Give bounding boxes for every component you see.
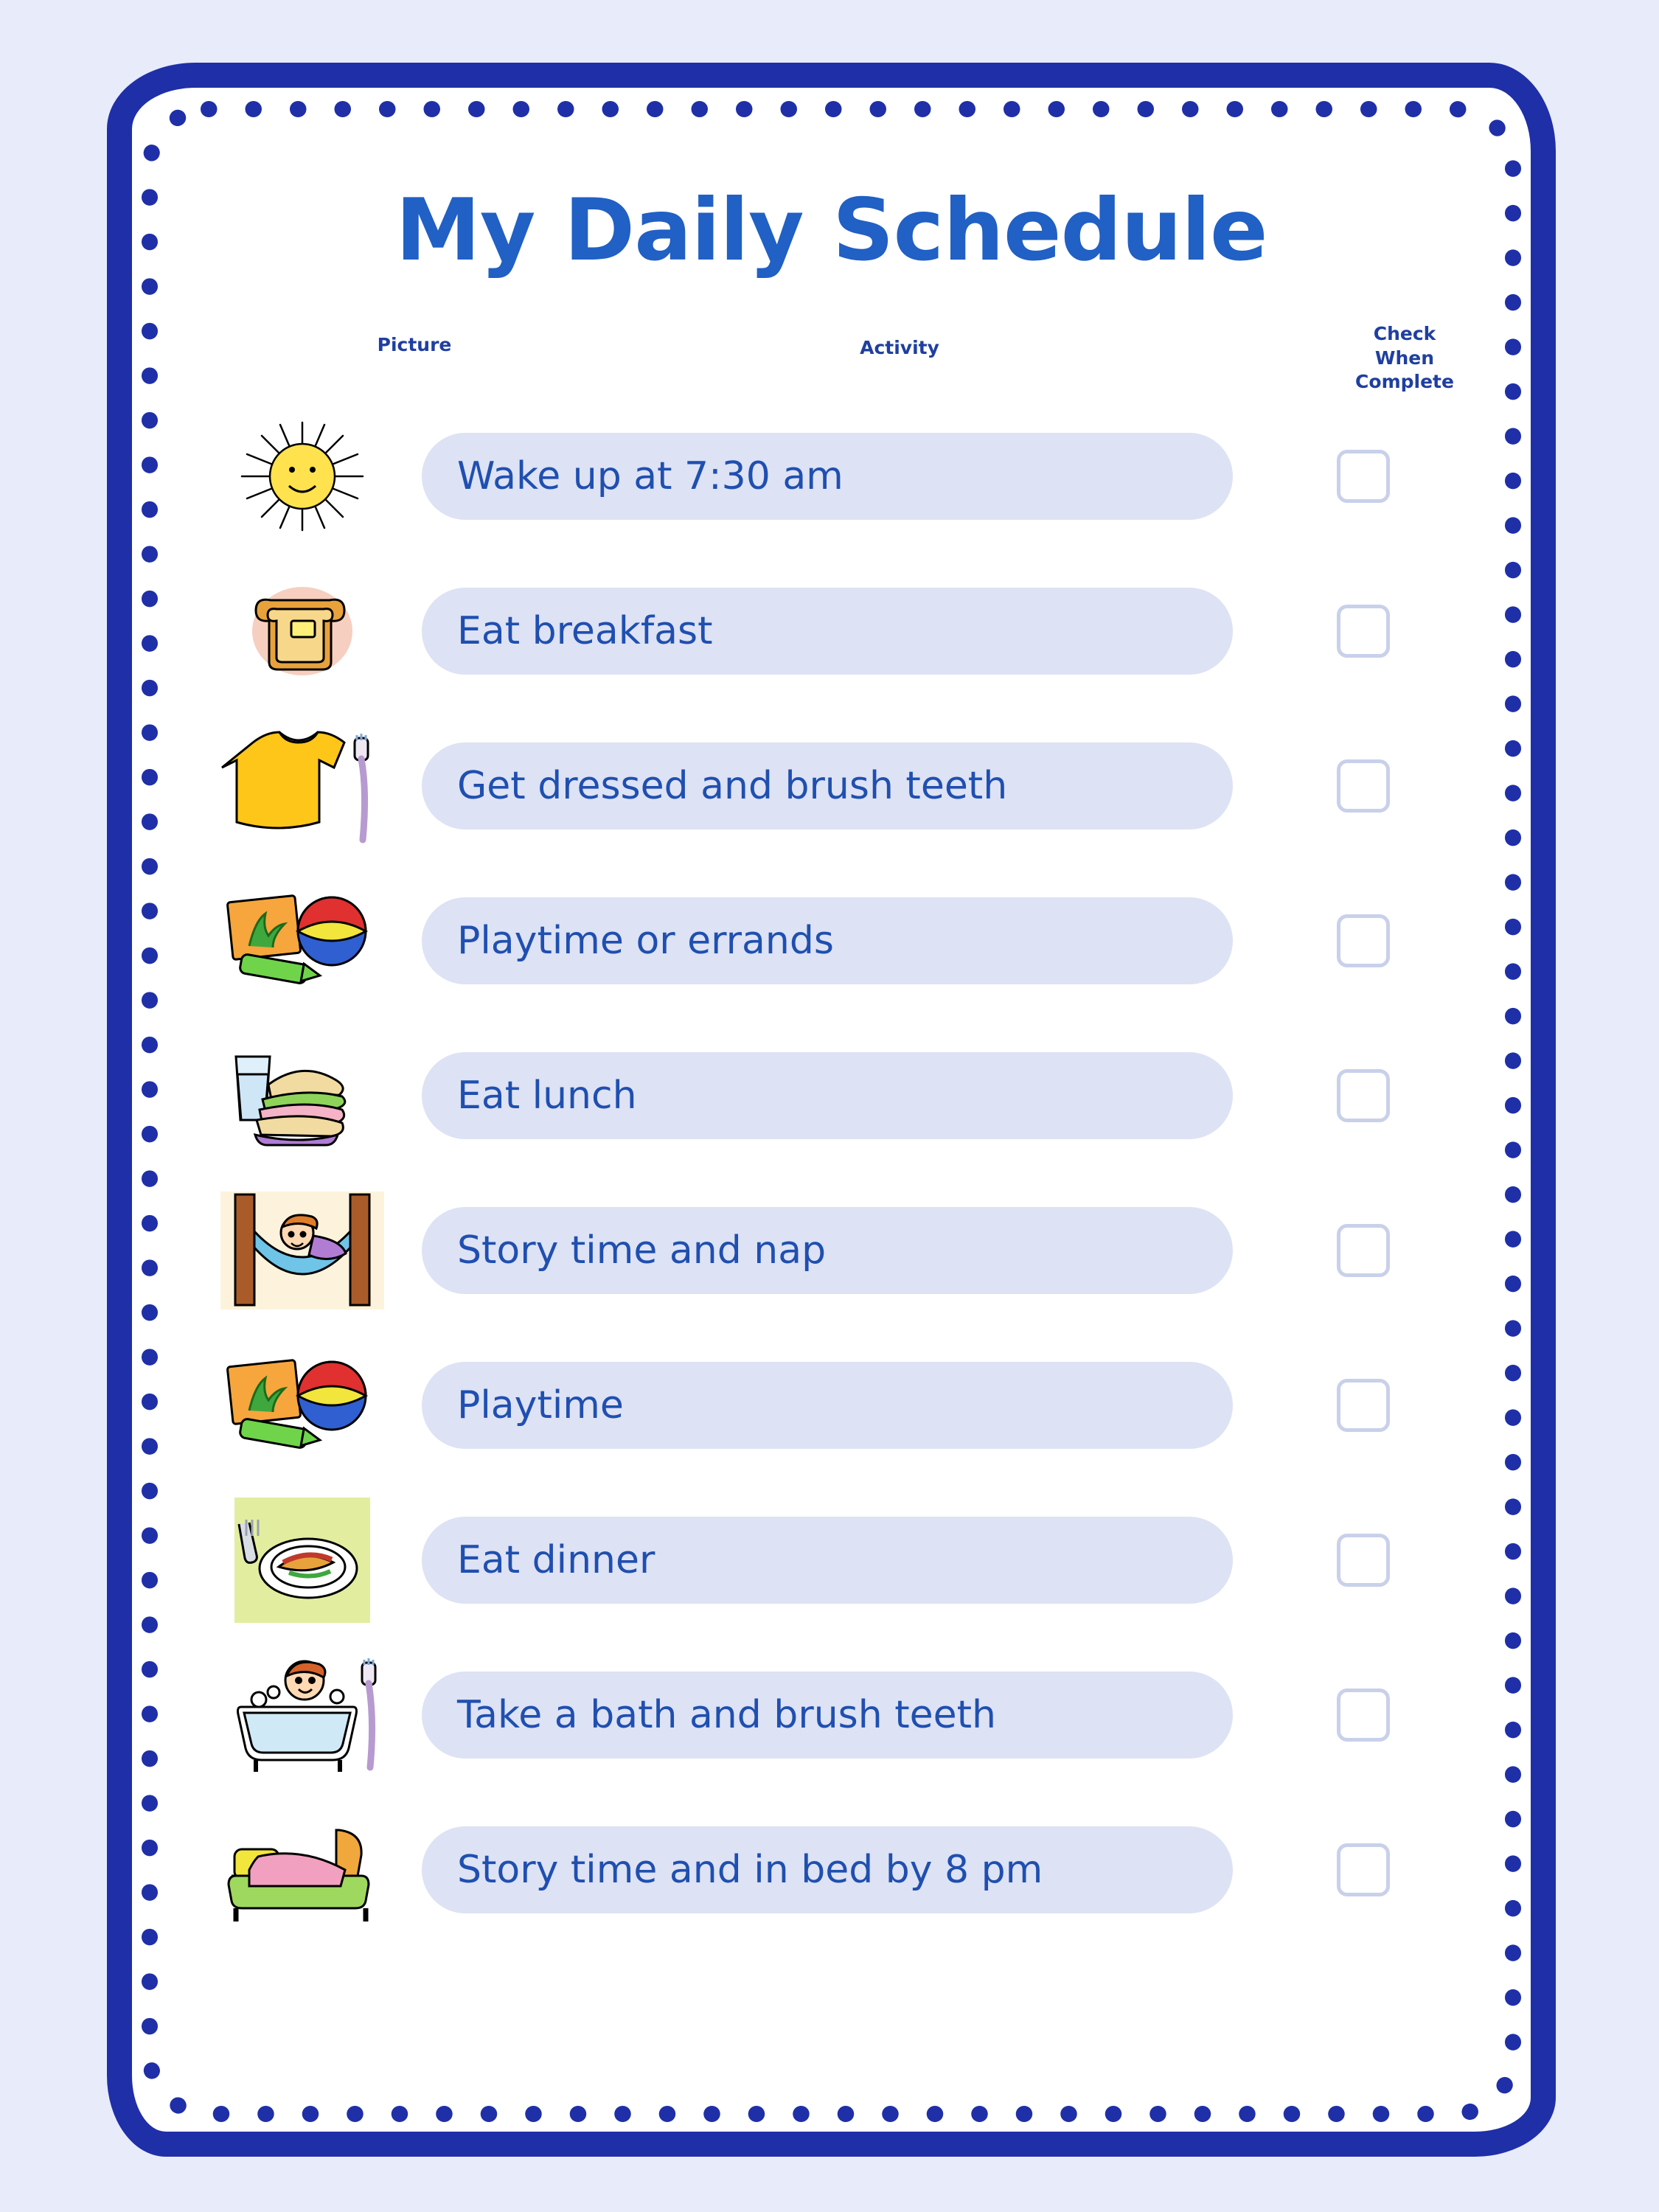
check-cell	[1233, 1534, 1493, 1587]
bathtub-toothbrush-icon	[210, 1645, 394, 1785]
table-row	[170, 1483, 1493, 1638]
picture-cell	[170, 712, 435, 860]
table-row	[170, 399, 1493, 554]
picture-cell	[170, 867, 435, 1015]
toothbrush-icon	[362, 1658, 375, 1767]
activity-label-cell	[422, 742, 1233, 830]
table-row	[170, 1173, 1493, 1328]
picture-cell	[170, 557, 435, 705]
picture-cell	[170, 1332, 435, 1479]
shirt-toothbrush-icon	[210, 716, 394, 856]
complete-checkbox[interactable]	[1337, 759, 1390, 813]
hammock-nap-icon	[210, 1184, 394, 1317]
check-cell	[1233, 1688, 1493, 1742]
sandwich-milk-icon	[214, 1033, 391, 1158]
dinner-plate-icon	[221, 1490, 383, 1630]
sun-icon	[229, 414, 376, 539]
activity-label-cell	[422, 897, 1233, 984]
ball-crayon-icon	[214, 1343, 391, 1468]
complete-checkbox[interactable]	[1337, 1688, 1390, 1742]
check-cell	[1233, 1224, 1493, 1277]
table-row	[170, 1638, 1493, 1792]
table-row	[170, 1792, 1493, 1947]
activity-label-cell	[422, 1052, 1233, 1139]
toast-icon	[232, 572, 372, 690]
header-picture: Picture	[377, 334, 452, 355]
picture-cell	[170, 1177, 435, 1324]
activity-label: Story time and nap	[457, 1228, 827, 1273]
activity-label: Story time and in bed by 8 pm	[457, 1848, 1043, 1892]
complete-checkbox[interactable]	[1337, 914, 1390, 967]
picture-cell	[170, 403, 435, 550]
activity-label-cell	[422, 1517, 1233, 1604]
column-headers	[170, 322, 1493, 396]
activity-label: Wake up at 7:30 am	[457, 454, 844, 498]
check-cell	[1233, 1069, 1493, 1122]
complete-checkbox[interactable]	[1337, 1534, 1390, 1587]
header-check-line-2: When	[1374, 347, 1435, 369]
header-check-line-1: Check	[1373, 323, 1436, 344]
header-activity: Activity	[860, 337, 939, 358]
check-cell	[1233, 605, 1493, 658]
toothbrush-icon	[355, 734, 368, 840]
header-check-line-3: Complete	[1355, 371, 1454, 392]
complete-checkbox[interactable]	[1337, 605, 1390, 658]
check-cell	[1233, 759, 1493, 813]
activity-label: Playtime or errands	[457, 919, 834, 963]
complete-checkbox[interactable]	[1337, 1069, 1390, 1122]
header-check-when-complete	[1316, 322, 1493, 394]
activity-label: Playtime	[457, 1383, 624, 1427]
activity-label-cell	[422, 433, 1233, 520]
picture-cell	[170, 1641, 435, 1789]
activity-label-cell	[422, 1826, 1233, 1913]
activity-label: Get dressed and brush teeth	[457, 764, 1008, 808]
complete-checkbox[interactable]	[1337, 1843, 1390, 1896]
table-row	[170, 863, 1493, 1018]
activity-label: Eat dinner	[457, 1538, 655, 1582]
complete-checkbox[interactable]	[1337, 1379, 1390, 1432]
complete-checkbox[interactable]	[1337, 1224, 1390, 1277]
table-row	[170, 554, 1493, 709]
activity-label-cell	[422, 588, 1233, 675]
activity-label-cell	[422, 1672, 1233, 1759]
page-title: My Daily Schedule	[395, 181, 1267, 280]
schedule-rows	[170, 399, 1493, 1947]
activity-label: Take a bath and brush teeth	[457, 1693, 996, 1737]
worksheet-content	[170, 129, 1493, 2094]
check-cell	[1233, 1379, 1493, 1432]
activity-label: Eat breakfast	[457, 609, 713, 653]
check-cell	[1233, 1843, 1493, 1896]
table-row	[170, 1018, 1493, 1173]
complete-checkbox[interactable]	[1337, 450, 1390, 503]
table-row	[170, 709, 1493, 863]
picture-cell	[170, 1796, 435, 1944]
picture-cell	[170, 1022, 435, 1169]
ball-crayon-icon	[214, 878, 391, 1004]
activity-label-cell	[422, 1207, 1233, 1294]
activity-label: Eat lunch	[457, 1074, 637, 1118]
activity-label-cell	[422, 1362, 1233, 1449]
check-cell	[1233, 450, 1493, 503]
table-row	[170, 1328, 1493, 1483]
check-cell	[1233, 914, 1493, 967]
bed-icon	[214, 1811, 391, 1929]
picture-cell	[170, 1486, 435, 1634]
